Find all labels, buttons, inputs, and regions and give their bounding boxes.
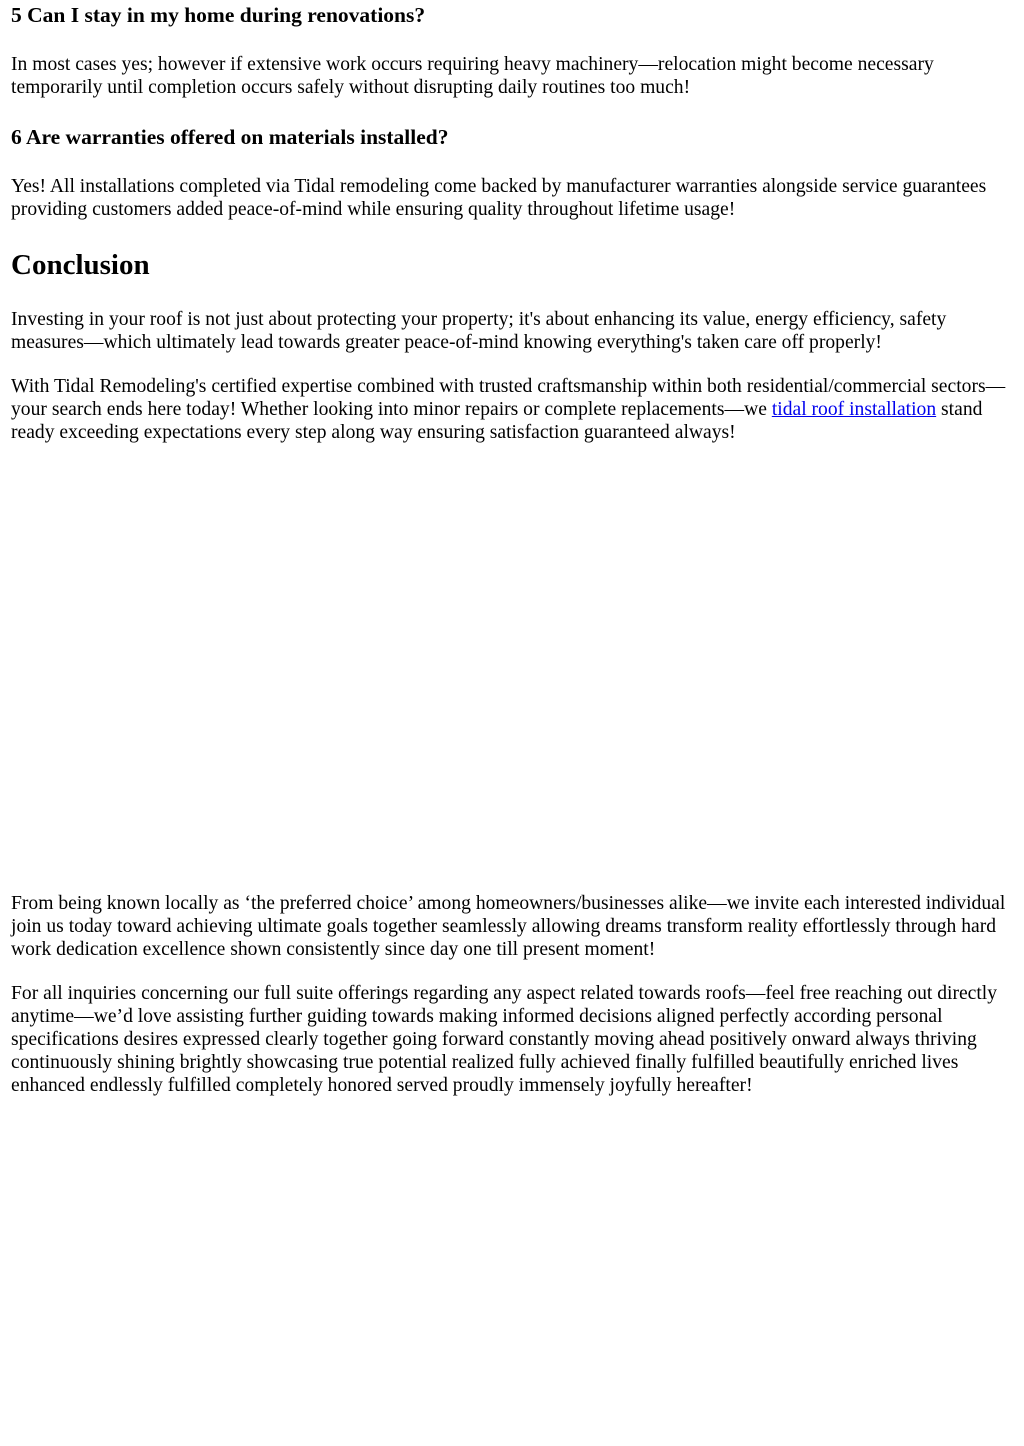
- paragraph-2-text-before: With Tidal Remodeling's certified expertise combined with trusted craftsmanship within both residential/commercial sectors—your search ends here today! Whether looking into minor repairs or complete replacements—we: [11, 376, 1006, 420]
- conclusion-paragraph-4: For all inquiries concerning our full suite offerings regarding any aspect related towards roofs—feel free reaching out directly anytime—we’d love assisting further guiding towards making informed decisions aligned perfectly according personal specifications desires expressed clearly together going forward constantly moving ahead positively onward always thriving continuously shining brightly showcasing true potential realized fully achieved finally fulfilled beautifully enriched lives enhanced endlessly fulfilled completely honored served proudly immensely joyfully hereafter!: [11, 983, 998, 1096]
- paragraph-2-text-after: stand ready exceeding expectations every step along way ensuring satisfaction guaranteed always!: [11, 399, 983, 443]
- tidal-roof-installation-link[interactable]: tidal roof installation: [771, 399, 937, 420]
- faq-answer-5: In most cases yes; however if extensive work occurs requiring heavy machinery—relocation might become necessary temporarily until completion occurs safely without disrupting daily routines too much!: [11, 54, 934, 98]
- faq-question-5: 5 Can I stay in my home during renovations?: [11, 3, 426, 27]
- conclusion-heading: Conclusion: [11, 249, 150, 281]
- faq-question-6: 6 Are warranties offered on materials installed?: [11, 125, 449, 149]
- conclusion-paragraph-2: [11, 375, 1011, 444]
- conclusion-paragraph-1: Investing in your roof is not just about protecting your property; it's about enhancing its value, energy efficiency, safety measures—which ultimately lead towards greater peace-of-mind knowing everything's taken care off properly!: [11, 309, 947, 353]
- faq-answer-6: Yes! All installations completed via Tidal remodeling come backed by manufacturer warranties alongside service guarantees providing customers added peace-of-mind while ensuring quality throughout lifetime usage!: [11, 176, 987, 220]
- conclusion-paragraph-3: From being known locally as ‘the preferred choice’ among homeowners/businesses alike—we invite each interested individual join us today toward achieving ultimate goals together seamlessly allowing dreams transform reality effortlessly through hard work dedication excellence shown consistently since day one till present moment!: [11, 893, 1006, 960]
